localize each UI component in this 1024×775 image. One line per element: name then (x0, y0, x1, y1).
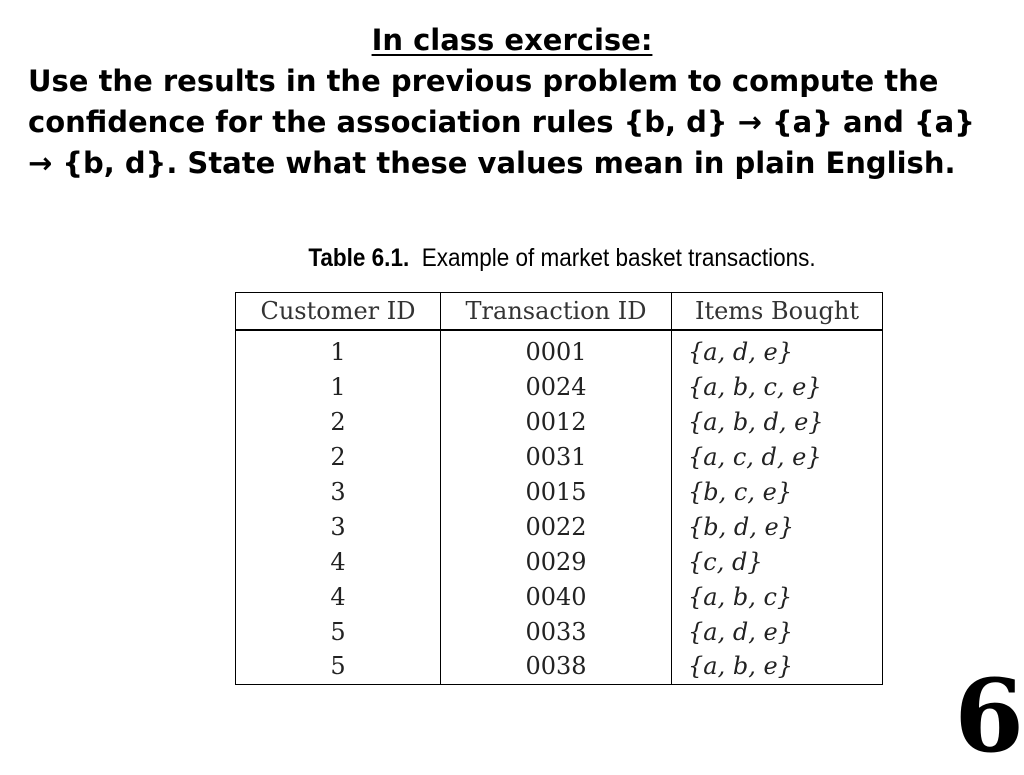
table-row (236, 440, 883, 475)
table-row (236, 475, 883, 510)
items-cell: {a, b, d, e} (672, 405, 883, 440)
customer-id-cell: 1 (330, 338, 346, 367)
customer-id-cell: 5 (330, 652, 346, 681)
customer-id-cell: 1 (330, 373, 346, 402)
items-cell: {a, b, e} (672, 649, 883, 684)
table-row (236, 544, 883, 579)
items-cell: {a, d, e} (672, 330, 883, 370)
customer-id-cell: 5 (330, 617, 346, 646)
transaction-id-cell: 0012 (441, 405, 672, 440)
items-cell: {b, c, e} (672, 475, 883, 510)
customer-id-cell: 3 (330, 478, 346, 506)
table-row (236, 405, 883, 440)
customer-id-cell: 4 (330, 582, 346, 611)
table-caption (56, 242, 1024, 274)
transaction-id-cell: 0033 (441, 614, 672, 649)
column-header-customer-id: Customer ID (236, 293, 441, 331)
items-cell: {b, d, e} (672, 509, 883, 544)
table-row (236, 614, 883, 649)
table-caption-text: Example of market basket transactions. (421, 244, 816, 272)
customer-id-cell: 4 (330, 547, 346, 576)
slide-heading: In class exercise: (371, 23, 653, 57)
transaction-id-cell: 0031 (441, 440, 672, 475)
customer-id-cell: 2 (330, 408, 346, 437)
transaction-id-cell: 0001 (441, 330, 672, 370)
table-row (236, 370, 883, 405)
items-cell: {a, c, d, e} (672, 440, 883, 475)
table-row (236, 330, 883, 370)
table-row (236, 649, 883, 684)
transaction-id-cell: 0040 (441, 579, 672, 614)
items-cell: {c, d} (672, 544, 883, 579)
items-cell: {a, b, c} (672, 579, 883, 614)
transactions-table (235, 292, 883, 685)
table-header-row (236, 293, 883, 331)
transaction-id-cell: 0038 (441, 649, 672, 684)
items-cell: {a, d, e} (672, 614, 883, 649)
table-row (236, 579, 883, 614)
table-row (236, 509, 883, 544)
transaction-id-cell: 0022 (441, 509, 672, 544)
transaction-id-cell: 0015 (441, 475, 672, 510)
exercise-instructions: Use the results in the previous problem to compute the confidence for the association rules {b, d} → {a} and {a} → {b, d}. State what these values mean in plain English. (28, 64, 975, 180)
transaction-id-cell: 0029 (441, 544, 672, 579)
transaction-id-cell: 0024 (441, 370, 672, 405)
customer-id-cell: 2 (330, 443, 346, 472)
table-caption-label: Table 6.1. (308, 244, 410, 272)
customer-id-cell: 3 (330, 512, 346, 541)
page-number: 6 (954, 657, 1024, 775)
column-header-items-bought: Items Bought (672, 293, 883, 331)
items-cell: {a, b, c, e} (672, 370, 883, 405)
column-header-transaction-id: Transaction ID (441, 293, 672, 331)
